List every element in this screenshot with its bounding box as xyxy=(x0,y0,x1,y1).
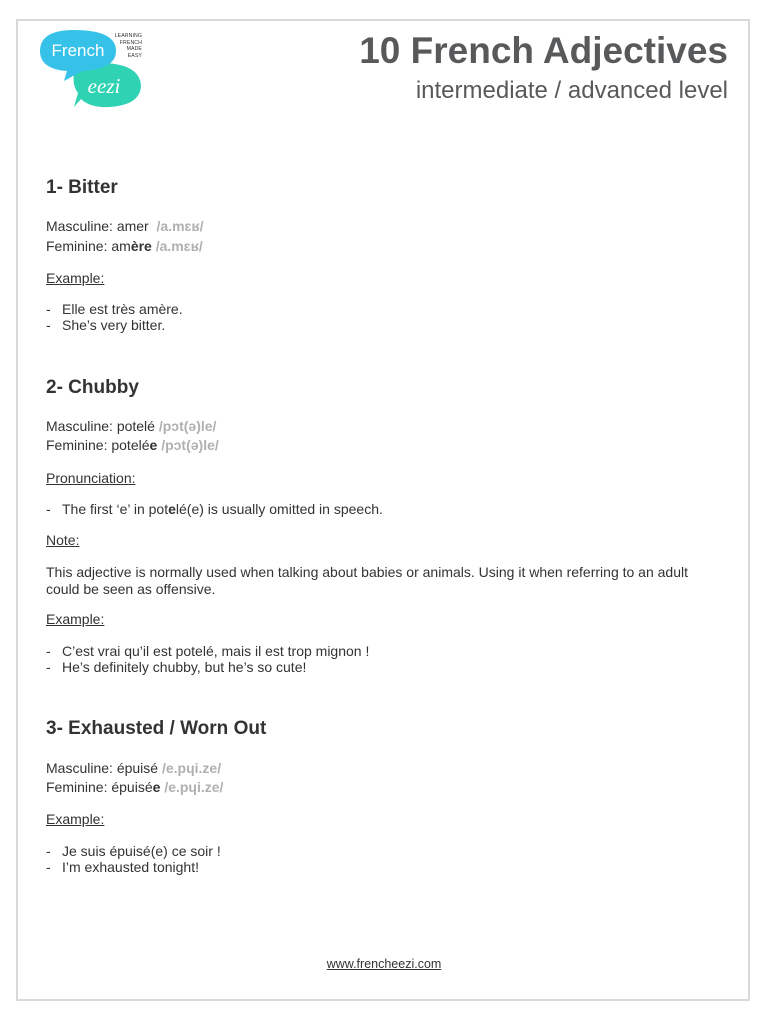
example-label: Example: xyxy=(46,611,105,627)
section-heading-exhausted: 3- Exhausted / Worn Out xyxy=(46,718,267,739)
list-item: - C’est vrai qu’il est potelé, mais il est trop mignon ! xyxy=(46,643,370,659)
page-subtitle: intermediate / advanced level xyxy=(415,77,728,104)
ipa-text: /pɔt(ə)le/ xyxy=(158,418,217,434)
ipa-text: /pɔt(ə)le/ xyxy=(161,437,219,453)
feminine-line: Feminine: potelée /pɔt(ə)le/ xyxy=(46,437,219,453)
example-label: Example: xyxy=(46,811,105,827)
section-heading-chubby: 2- Chubby xyxy=(46,377,139,398)
example-label: Example: xyxy=(46,270,105,286)
ipa-text: /e.pɥi.ze/ xyxy=(161,760,222,776)
note-label: Note: xyxy=(46,532,80,548)
list-item: - Elle est très amère. xyxy=(46,301,183,317)
feminine-line: Feminine: épuisée /e.pɥi.ze/ xyxy=(46,779,224,795)
footer-website-link[interactable]: www.frencheezi.com xyxy=(326,957,442,971)
note-text: This adjective is normally used when talking about babies or animals. Using it when referring to an adult could be seen as offensive. xyxy=(46,564,689,597)
list-item: - The first ‘e’ in potelé(e) is usually omitted in speech. xyxy=(46,501,383,517)
masculine-line: Masculine: épuisé /e.pɥi.ze/ xyxy=(46,760,222,776)
list-item: - She’s very bitter. xyxy=(46,317,166,333)
ipa-text: /a.mɛʁ/ xyxy=(155,238,203,254)
pronunciation-label: Pronunciation: xyxy=(46,470,136,486)
masculine-line: Masculine: potelé /pɔt(ə)le/ xyxy=(46,418,217,434)
masculine-line: Masculine: amer /a.mɛʁ/ xyxy=(46,218,204,234)
logo-word-eezi: eezi xyxy=(87,74,121,98)
list-item: - I’m exhausted tonight! xyxy=(46,859,199,875)
feminine-line: Feminine: amère /a.mɛʁ/ xyxy=(46,238,203,254)
section-heading-bitter: 1- Bitter xyxy=(46,177,118,198)
list-item: - Je suis épuisé(e) ce soir ! xyxy=(46,843,221,859)
ipa-text: /a.mɛʁ/ xyxy=(156,218,204,234)
page-title: 10 French Adjectives xyxy=(359,30,728,71)
ipa-text: /e.pɥi.ze/ xyxy=(164,779,224,795)
logo-word-french: French xyxy=(51,41,105,60)
logo-tagline: LEARNING FRENCH MADE EASY xyxy=(114,33,142,59)
list-item: - He’s definitely chubby, but he’s so cute! xyxy=(46,659,307,675)
